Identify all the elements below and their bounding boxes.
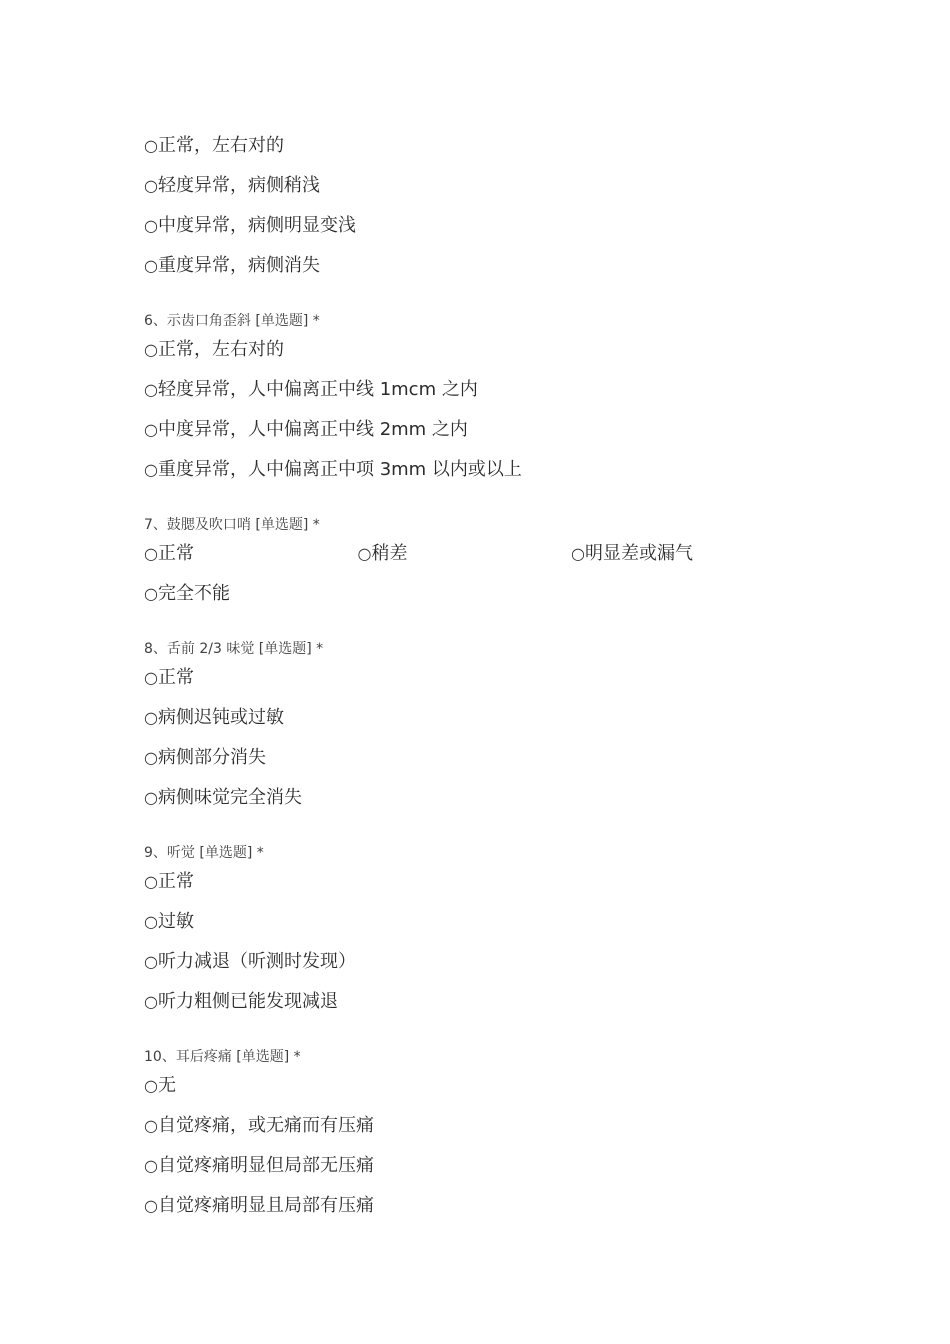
option-list [144,332,884,492]
radio-circle-icon[interactable]: ○ [144,216,158,235]
option-label: 中度异常，人中偏离正中线 2mm 之内 [157,419,468,440]
option-list [144,660,884,820]
radio-circle-icon[interactable]: ○ [144,460,158,479]
radio-circle-icon[interactable]: ○ [357,544,372,563]
radio-circle-icon[interactable]: ○ [144,1076,158,1095]
question-title: 9、听觉 [单选题] * [144,845,264,861]
option-label: 病侧味觉完全消失 [157,787,302,808]
radio-circle-icon[interactable]: ○ [144,788,158,807]
radio-circle-icon[interactable]: ○ [144,136,158,155]
question-title: 10、耳后疼痛 [单选题] * [144,1049,301,1065]
option-label: 中度异常，病侧明显变浅 [157,215,356,236]
question-9 [144,842,884,1024]
radio-circle-icon[interactable]: ○ [144,420,158,439]
radio-option[interactable] [144,780,571,820]
option-label: 重度异常，人中偏离正中项 3mm 以内或以上 [157,459,522,480]
radio-circle-icon[interactable]: ○ [144,584,158,603]
question-title: 7、鼓腮及吹口哨 [单选题] * [144,517,320,533]
option-list [144,864,884,1024]
option-label: 轻度异常，人中偏离正中线 1mcm 之内 [157,379,478,400]
radio-option[interactable] [144,248,884,288]
radio-circle-icon[interactable]: ○ [571,544,585,563]
radio-option[interactable] [144,1188,571,1228]
radio-circle-icon[interactable]: ○ [144,872,158,891]
radio-option[interactable] [144,128,884,168]
option-label: 听力粗侧已能发现减退 [157,991,338,1012]
option-label: 病侧部分消失 [157,747,266,768]
option-list [144,128,884,288]
radio-option[interactable] [144,1108,571,1148]
option-label: 完全不能 [157,583,230,604]
radio-option[interactable] [144,944,571,984]
radio-option[interactable] [571,536,785,576]
radio-option[interactable] [144,700,571,740]
option-label: 正常，左右对的 [157,135,284,156]
radio-circle-icon[interactable]: ○ [144,912,158,931]
option-label: 自觉疼痛明显但局部无压痛 [157,1155,374,1176]
option-label: 稍差 [371,543,408,564]
radio-option[interactable] [144,1068,571,1108]
radio-option[interactable] [144,984,571,1024]
radio-option[interactable] [144,1148,571,1188]
radio-option[interactable] [144,412,884,452]
radio-circle-icon[interactable]: ○ [144,380,158,399]
option-label: 重度异常，病侧消失 [157,255,320,276]
radio-option[interactable] [358,536,572,576]
option-label: 正常，左右对的 [157,339,284,360]
option-label: 正常 [157,667,194,688]
question-title: 8、舌前 2/3 味觉 [单选题] * [144,641,324,657]
option-label: 自觉疼痛，或无痛而有压痛 [157,1115,374,1136]
radio-circle-icon[interactable]: ○ [144,544,158,563]
radio-option[interactable] [144,372,884,412]
option-list [144,1068,884,1228]
question-10 [144,1046,884,1228]
radio-circle-icon[interactable]: ○ [144,1116,158,1135]
option-label: 病侧迟钝或过敏 [157,707,284,728]
option-label: 听力减退（听测时发现） [157,951,356,972]
option-label: 明显差或漏气 [584,543,693,564]
radio-circle-icon[interactable]: ○ [144,256,158,275]
radio-circle-icon[interactable]: ○ [144,1196,158,1215]
option-label: 正常 [157,543,194,564]
radio-circle-icon[interactable]: ○ [144,668,158,687]
question-8 [144,638,884,820]
radio-option[interactable] [144,576,244,616]
option-list [144,536,884,616]
question-5-continued [144,128,884,288]
option-label: 正常 [157,871,194,892]
radio-circle-icon[interactable]: ○ [144,176,158,195]
radio-option[interactable] [144,208,884,248]
radio-option[interactable] [144,452,884,492]
radio-option[interactable] [144,332,884,372]
radio-option[interactable] [144,660,571,700]
radio-circle-icon[interactable]: ○ [144,1156,158,1175]
radio-option[interactable] [144,536,358,576]
option-label: 自觉疼痛明显且局部有压痛 [157,1195,374,1216]
radio-option[interactable] [144,740,571,780]
question-6 [144,310,884,492]
radio-option[interactable] [144,168,884,208]
option-label: 轻度异常，病侧稍浅 [157,175,320,196]
option-label: 过敏 [157,911,194,932]
radio-circle-icon[interactable]: ○ [144,952,158,971]
option-label: 无 [157,1075,176,1096]
radio-option[interactable] [144,904,571,944]
radio-option[interactable] [144,864,571,904]
survey-page [144,128,884,1228]
radio-circle-icon[interactable]: ○ [144,708,158,727]
radio-circle-icon[interactable]: ○ [144,748,158,767]
radio-circle-icon[interactable]: ○ [144,340,158,359]
question-title: 6、示齿口角歪斜 [单选题] * [144,313,320,329]
radio-circle-icon[interactable]: ○ [144,992,158,1011]
question-7 [144,514,884,616]
